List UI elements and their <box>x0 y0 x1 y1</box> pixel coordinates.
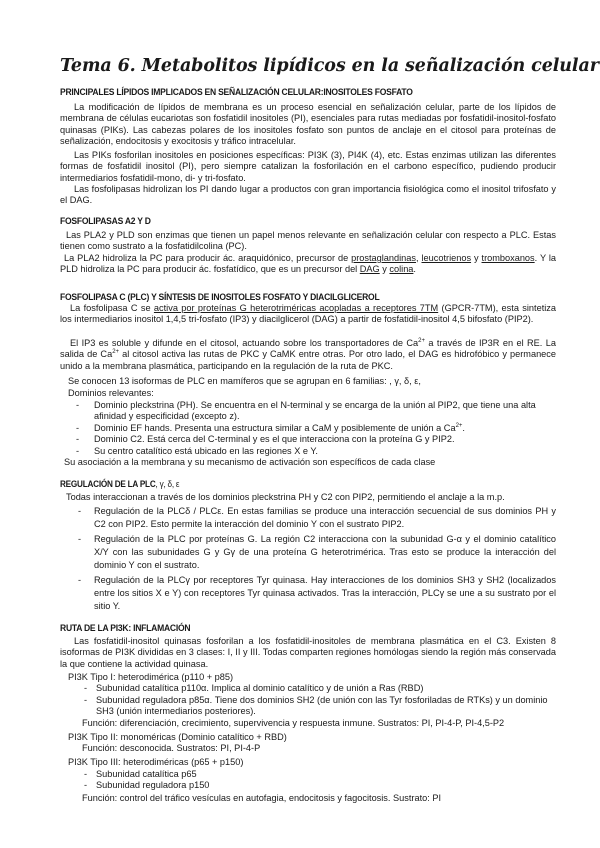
paragraph-text: Las PLA2 y PLD son enzimas que tienen un papel menos relevante en señalización celular con respecto a PLC. Estas tienen como sustrato a la fosfatidilcolina (PC). <box>60 230 556 252</box>
closing-line: Su asociación a la membrana y su mecanismo de activación son específicos de cada clase <box>64 457 436 467</box>
list-item: Dominio C2. Está cerca del C-terminal y es el que interacciona con la proteína G y PIP2. <box>94 434 455 444</box>
function-line: Función: control del tráfico vesículas en autofagia, endocitosis y fagocitosis. Sustrato: PI <box>82 793 442 803</box>
bullet-dash: - <box>84 683 88 693</box>
bullet-dash: - <box>78 506 82 516</box>
term-leucotrienos: leucotrienos <box>421 253 472 263</box>
bullet-dash: - <box>78 534 82 544</box>
page-title: Tema 6. Metabolitos lipídicos en la señalización celular <box>60 56 599 76</box>
text-run: , <box>416 253 422 263</box>
bullet-dash: - <box>84 780 88 790</box>
function-line: Función: desconocida. Sustratos: PI, PI-4-P <box>82 743 261 753</box>
text-run: La PLA2 hidroliza la PC para producir ác. araquidónico, precursor de <box>64 253 352 263</box>
list-item: Subunidad catalítica p110α. Implica al dominio catalítico y de unión a Ras (RBD) <box>96 683 424 693</box>
intro-line: Todas interaccionan a través de los dominios pleckstrina PH y C2 con PIP2, permitiendo el anclaje a la m.p. <box>66 492 505 502</box>
bullet-dash: - <box>76 423 80 433</box>
bullet-dash: - <box>78 575 82 585</box>
paragraph <box>60 230 556 253</box>
underlined-phrase: activa por proteínas G heterotriméricas acopladas a receptores 7TM <box>153 303 439 313</box>
text-run: a través de IP3R en el RE. La salida de Ca <box>60 338 556 360</box>
section-heading-inositoles: PRINCIPALES LÍPIDOS IMPLICADOS EN SEÑALIZACIÓN CELULAR:INOSITOLES FOSFATO <box>60 87 413 97</box>
section-heading-regulacion <box>60 479 179 489</box>
section-heading-pi3k: RUTA DE LA PI3K: INFLAMACIÓN <box>60 623 191 633</box>
function-line: Función: diferenciación, crecimiento, supervivencia y respuesta inmune. Sustratos: PI, PI-4-P, PI-4,5-P2 <box>82 718 505 728</box>
pi3k-type-3: PI3K Tipo III: heterodiméricas (p65 + p150) <box>68 757 244 767</box>
text-run: (GPCR-7TM), esta sintetiza los intermediarios inositol 1,4,5 tri-fosfato (IP3) y diacilglicerol (DAG) a partir de fosfatidil-inositol 4,5 bifosfato (PIP2). <box>60 303 556 325</box>
list-item: Subunidad reguladora p150 <box>96 780 210 790</box>
paragraph <box>60 102 556 147</box>
bullet-dash: - <box>76 446 80 456</box>
list-item: Regulación de la PLCγ por receptores Tyr quinasa. Hay interacciones de los dominios SH3 y SH2 (localizados entre los sitios X e Y) con receptores Tyr quinasa activados. Tras la interacción, PLCγ se une a su sustrato por el sitio Y. <box>94 575 556 611</box>
list-item: Subunidad reguladora p85α. Tiene dos dominios SH2 (de unión con las Tyr fosforiladas de RTKs) y un dominio SH3 (unión intermediarios posteriores). <box>96 695 548 717</box>
superscript: 2+ <box>418 337 425 344</box>
isoforms-line: Se conocen 13 isoformas de PLC en mamíferos que se agrupan en 6 familias: , γ, δ, ε, <box>68 376 421 386</box>
text-run: al citosol activa las rutas de PKC y CaMK entre otras. Por otro lado, el DAG es hidrofóbico y permanece unido a la membrana plasmática, participando en la regulación de la ruta de PKC. <box>60 349 556 371</box>
bullet-dash: - <box>84 695 88 705</box>
paragraph <box>60 636 556 670</box>
superscript: 2+ <box>112 349 120 356</box>
paragraph <box>60 150 556 184</box>
list-item: Subunidad catalítica p65 <box>96 769 197 779</box>
section-heading-pla2-pld: FOSFOLIPASAS A2 Y D <box>60 216 151 226</box>
bullet-dash: - <box>84 769 88 779</box>
paragraph-text: La modificación de lípidos de membrana es un proceso esencial en señalización celular, parte de los lípidos de membrana de células eucariotas son fosfatidil inositoles (PI), esenciales para rutas mediadas por fosfatidil-inositol-fosfato quinasas (PIKs). Las cabezas polares de los inositoles fosfato son puntos de anclaje en el citosol para proteínas de señalización, endocitosis y exocitosis y tráfico intracelular. <box>60 102 556 146</box>
text-run: La fosfolipasa C se <box>70 303 154 313</box>
text-run: . <box>413 264 416 275</box>
domains-label: Dominios relevantes: <box>68 388 154 398</box>
text-run: . <box>462 423 465 433</box>
list-item: Regulación de la PLCδ / PLCε. En estas familias se produce una interacción secuencial de sus dominios PH y C2 con PIP2. Esto permite la interacción del dominio Y con el sustrato PIP2. <box>94 506 556 529</box>
paragraph-text: Las PIKs fosforilan inositoles en posiciones específicas: PI3K (3), PI4K (4), etc. Estas enzimas utilizan las diferentes formas de fosfatidil inositol (PI), pero siempre catalizan la fosforilación en el carbono específico, pudiendo producir intermediarios fosfatidil-mono, di- y tri-fosfato. <box>60 150 556 183</box>
paragraph-text: Las fosfatidil-inositol quinasas fosforilan a los fosfatidil-inositoles de membrana plasmática en el C3. Existen 8 isoformas de PI3K divididas en 3 clases: I, II y III. Todas comparten regiones homólogas siendo la región más conservada la que contiene la actividad quinasa. <box>60 636 556 669</box>
pi3k-type-2: PI3K Tipo II: monoméricas (Dominio catalítico + RBD) <box>68 732 287 742</box>
term-colina: colina <box>389 264 414 275</box>
text-run: y <box>471 253 482 263</box>
text-run: . Y la PLD hidroliza la PC para producir ác. fosfatídico, que es un precursor del <box>60 253 557 275</box>
pi3k-type-1: PI3K Tipo I: heterodimérica (p110 + p85) <box>68 672 234 682</box>
term-tromboxanos: tromboxanos <box>481 253 535 263</box>
paragraph <box>60 253 556 276</box>
term-prostaglandinas: prostaglandinas <box>351 253 416 263</box>
heading-text: REGULACIÓN DE LA PLC <box>60 479 156 489</box>
paragraph <box>60 303 556 326</box>
paragraph <box>60 184 556 207</box>
superscript: 2+ <box>455 422 463 429</box>
paragraph <box>60 338 556 372</box>
text-run: y <box>379 264 390 275</box>
list-item <box>94 423 465 434</box>
bullet-dash: - <box>76 434 80 444</box>
bullet-dash: - <box>76 400 80 410</box>
paragraph-text: Las fosfolipasas hidrolizan los PI dando lugar a productos con gran importancia fisiológica como el inositol trifosfato y el DAG. <box>60 184 556 206</box>
text-run: El IP3 es soluble y difunde en el citosol, actuando sobre los transportadores de Ca <box>70 338 419 348</box>
list-item: Dominio pleckstrina (PH). Se encuentra en el N-terminal y se encarga de la unión al PIP2, que tiene una alta afinidad y especificidad (excepto z). <box>94 400 536 422</box>
text-run: Dominio EF hands. Presenta una estructura similar a CaM y posiblemente de unión a Ca <box>94 423 456 433</box>
term-dag: DAG <box>359 264 380 275</box>
section-heading-plc: FOSFOLIPASA C (PLC) Y SÍNTESIS DE INOSITOLES FOSFATO Y DIACILGLICEROL <box>60 292 380 302</box>
heading-greek: , γ, δ, ε <box>155 479 180 489</box>
list-item: Su centro catalítico está ubicado en las regiones X e Y. <box>94 446 318 456</box>
list-item: Regulación de la PLC por proteínas G. La región C2 interacciona con la subunidad G-α y el dominio catalítico X/Y con las subunidades G y Gγ de una proteína G heterotrimérica. Tras esto se produce la interacción del dominio Y con el sustrato. <box>94 534 556 570</box>
